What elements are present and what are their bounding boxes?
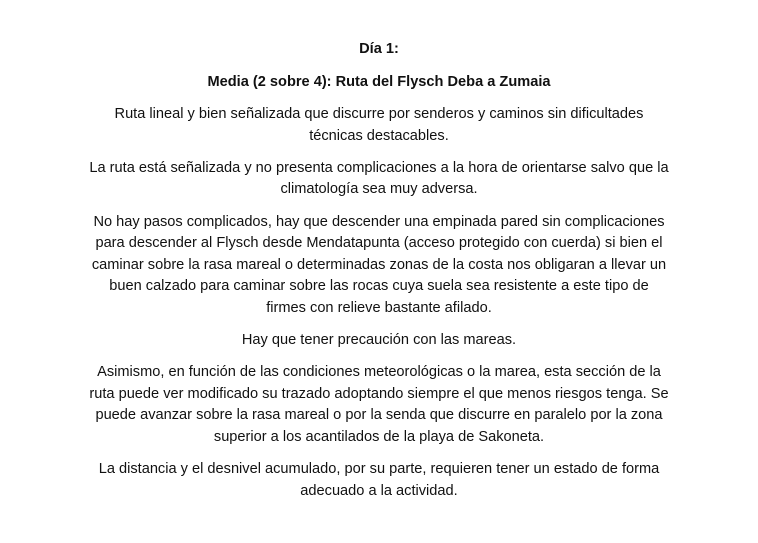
- paragraph-conditions: Asimismo, en función de las condiciones meteorológicas o la marea, esta sección de la ruta puede ver modificado su trazado adoptando siempre el que menos riesgos tenga. Se puede avanzar sobre la rasa mareal o por la senda que discurre en paralelo por la zona superior a los acantilados de la playa de Sakoneta.: [89, 364, 669, 445]
- paragraph-signage: La ruta está señalizada y no presenta complicaciones a la hora de orientarse salvo que la climatología sea muy adversa.: [89, 159, 669, 198]
- paragraph-tides: Hay que tener precaución con las mareas.: [241, 332, 517, 349]
- paragraph-route-description: Ruta lineal y bien señalizada que discurre por senderos y caminos sin dificultades técnicas destacables.: [114, 106, 644, 144]
- paragraph-difficulty: No hay pasos complicados, hay que descender una empinada pared sin complicaciones para descender al Flysch desde Mendatapunta (acceso protegido con cuerda) si bien el caminar sobre la rasa mareal o determinadas zonas de la costa nos obligaran a llevar un buen calzado para caminar sobre las rocas cuya suela sea resistente a este tipo de firmes con relieve bastante afilado.: [91, 213, 667, 316]
- route-heading: Media (2 sobre 4): Ruta del Flysch Deba a Zumaia: [207, 73, 551, 90]
- day-heading: Día 1:: [359, 41, 399, 57]
- paragraph-fitness: La distancia y el desnivel acumulado, por su parte, requieren tener un estado de forma adecuado a la actividad.: [98, 461, 660, 499]
- document-body: [88, 39, 670, 513]
